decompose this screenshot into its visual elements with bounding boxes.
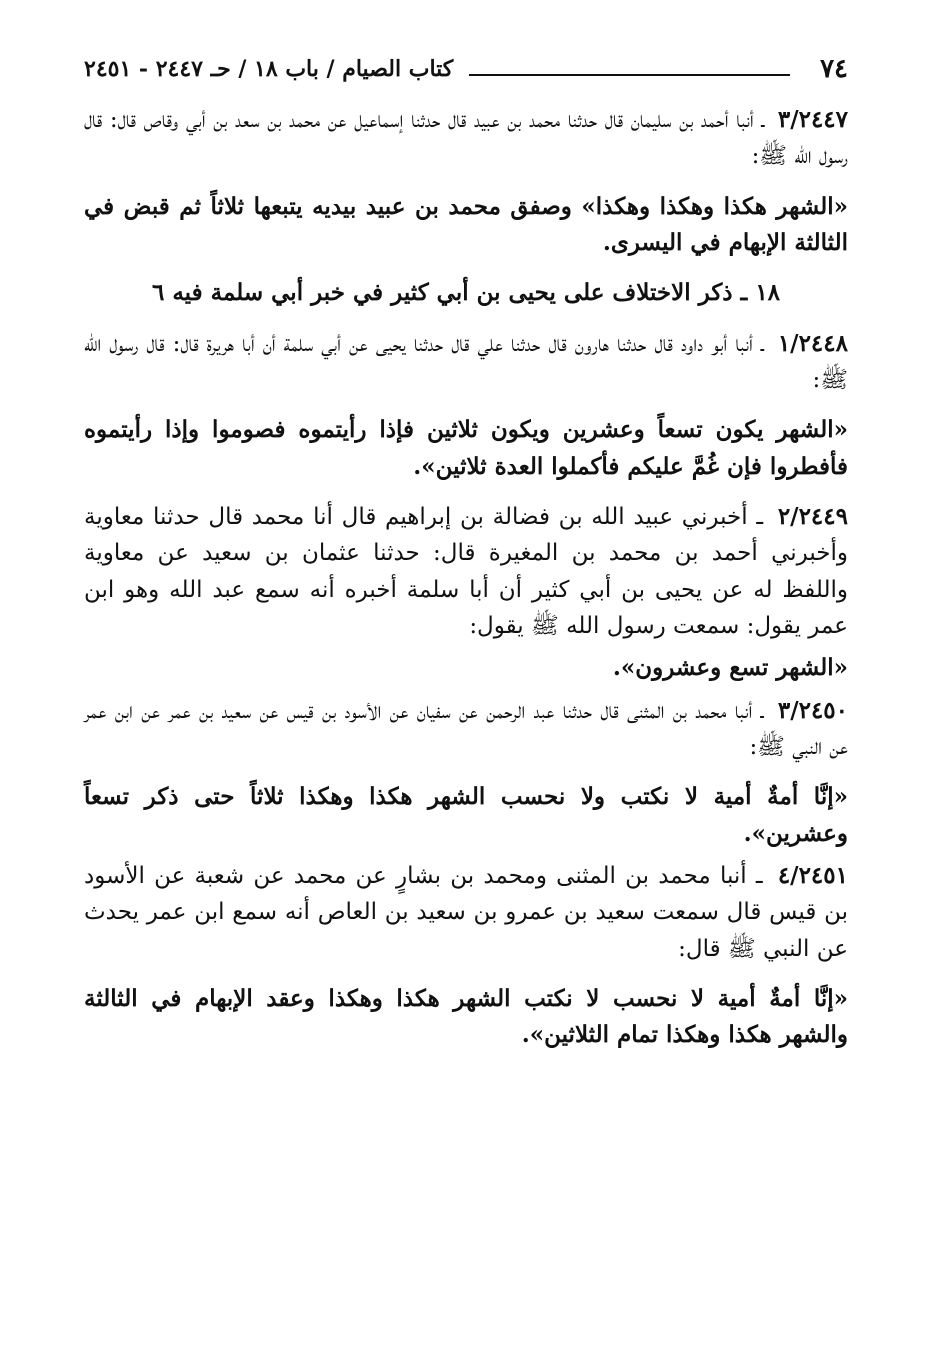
section-heading: ١٨ ـ ذكر الاختلاف على يحيى بن أبي كثير في خبر أبي سلمة فيه ٦ [151,279,781,307]
page-number: ٧٤ [820,54,848,84]
hadith-2450-matn: «إنَّا أمةٌ أمية لا نكتب ولا نحسب الشهر هكذا وهكذا ثلاثاً حتى ذكر تسعاً وعشرين». [84,783,848,847]
hadith-2447-matn: «الشهر هكذا وهكذا وهكذا» وصفق محمد بن عبيد بيديه يتبعها ثلاثاً ثم قبض في الثالثة الإبهام في اليسرى. [84,192,848,256]
isnad-text: ـ أنبا أحمد بن سليمان قال حدثنا محمد بن عبيد قال حدثنا إسماعيل عن محمد بن سعد بن أبي وقاص قال: قال رسول الله ﷺ: [84,107,848,170]
page-body [84,102,848,1068]
hadith-2449-isnad [84,499,848,644]
hadith-2449-matn: «الشهر تسع وعشرون». [612,654,848,682]
hadith-2451-isnad [84,858,848,967]
hadith-number: ٢/٢٤٤٩ [777,502,848,530]
hadith-2450-isnad [84,693,848,766]
hadith-2451-matn: «إنَّا أمةٌ أمية لا نحسب لا نكتب الشهر هكذا وهكذا وعقد الإبهام في الثالثة والشهر هكذا وهكذا تمام الثلاثين». [84,984,848,1049]
running-title: كتاب الصيام / باب ١٨ / حـ ٢٤٤٧ - ٢٤٥١ [84,56,454,82]
hadith-number: ٣/٢٤٥٠ [777,696,849,724]
hadith-number: ١/٢٤٤٨ [777,329,848,357]
hadith-2448-isnad [84,326,848,399]
page-header [84,52,848,86]
isnad-text: ـ أنبا أبو داود قال حدثنا هارون قال حدثنا علي قال حدثنا يحيى عن أبي سلمة أن أبا هريرة قال: قال رسول الله ﷺ: [84,330,848,393]
hadith-2447-isnad [84,102,848,175]
isnad-text: ـ أنبا محمد بن المثنى ومحمد بن بشارٍ عن محمد عن شعبة عن الأسود بن قيس قال سمعت سعيد بن عمرو بن سعيد بن العاص أنه سمع ابن عمر يحدث عن النبي ﷺ قال: [84,862,848,962]
hadith-number: ٣/٢٤٤٧ [777,106,849,133]
isnad-text: ـ أنبا محمد بن المثنى قال حدثنا عبد الرحمن عن سفيان عن الأسود بن قيس عن سعيد بن عمر عن ابن عمر عن النبي ﷺ: [84,697,848,760]
header-rule [469,74,790,76]
hadith-number: ٤/٢٤٥١ [777,861,848,889]
hadith-2448-matn: «الشهر يكون تسعاً وعشرين ويكون ثلاثين فإذا رأيتموه فصوموا وإذا رأيتموه فأفطروا فإن غُمَّ عليكم فأكملوا العدة ثلاثين». [84,416,848,480]
isnad-text: ـ أخبرني عبيد الله بن فضالة بن إبراهيم قال أنا محمد قال حدثنا معاوية وأخبرني أحمد بن محمد بن المغيرة قال: حدثنا عثمان بن سعيد عن معاوية واللفظ له عن يحيى بن أبي كثير أن أبا سلمة أخبره أنه سمع عبد الله وهو ابن عمر يقول: سمعت رسول الله ﷺ يقول: [84,503,848,639]
